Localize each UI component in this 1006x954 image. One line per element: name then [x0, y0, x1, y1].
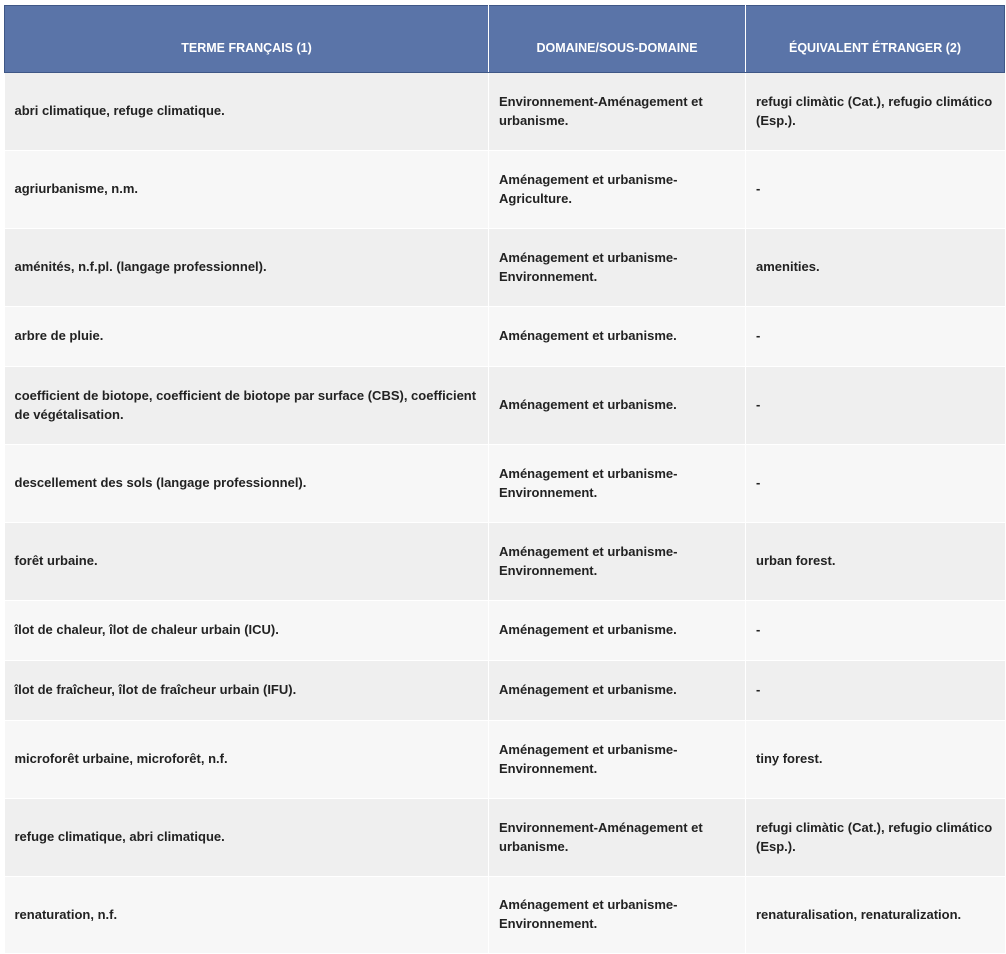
cell-term: îlot de fraîcheur, îlot de fraîcheur urbain (IFU). — [5, 661, 489, 721]
cell-term: agriurbanisme, n.m. — [5, 151, 489, 229]
cell-foreign: renaturalisation, renaturalization. — [746, 877, 1005, 954]
cell-foreign: - — [746, 307, 1005, 367]
terminology-table — [4, 5, 1005, 954]
cell-foreign: - — [746, 151, 1005, 229]
cell-term: abri climatique, refuge climatique. — [5, 73, 489, 151]
cell-foreign: - — [746, 367, 1005, 445]
cell-domain: Aménagement et urbanisme-Environnement. — [489, 721, 746, 799]
cell-foreign: refugi climàtic (Cat.), refugio climático (Esp.). — [746, 799, 1005, 877]
header-foreign-equivalent: ÉQUIVALENT ÉTRANGER (2) — [746, 6, 1005, 73]
cell-foreign: - — [746, 661, 1005, 721]
cell-domain: Aménagement et urbanisme. — [489, 367, 746, 445]
cell-domain: Environnement-Aménagement et urbanisme. — [489, 799, 746, 877]
cell-domain: Aménagement et urbanisme-Agriculture. — [489, 151, 746, 229]
cell-foreign: refugi climàtic (Cat.), refugio climático (Esp.). — [746, 73, 1005, 151]
cell-domain: Environnement-Aménagement et urbanisme. — [489, 73, 746, 151]
header-french-term: TERME FRANÇAIS (1) — [5, 6, 489, 73]
cell-domain: Aménagement et urbanisme-Environnement. — [489, 523, 746, 601]
cell-domain: Aménagement et urbanisme-Environnement. — [489, 229, 746, 307]
table-row — [5, 73, 1005, 151]
cell-term: forêt urbaine. — [5, 523, 489, 601]
cell-term: coefficient de biotope, coefficient de biotope par surface (CBS), coefficient de végétalisation. — [5, 367, 489, 445]
cell-foreign: amenities. — [746, 229, 1005, 307]
table-row — [5, 229, 1005, 307]
cell-term: arbre de pluie. — [5, 307, 489, 367]
cell-domain: Aménagement et urbanisme. — [489, 307, 746, 367]
cell-term: refuge climatique, abri climatique. — [5, 799, 489, 877]
table-row — [5, 445, 1005, 523]
cell-foreign: tiny forest. — [746, 721, 1005, 799]
terminology-table-container — [4, 5, 1004, 954]
table-row — [5, 523, 1005, 601]
cell-foreign: - — [746, 601, 1005, 661]
cell-foreign: urban forest. — [746, 523, 1005, 601]
cell-domain: Aménagement et urbanisme-Environnement. — [489, 877, 746, 954]
header-domain: DOMAINE/SOUS-DOMAINE — [489, 6, 746, 73]
table-row — [5, 721, 1005, 799]
table-row — [5, 151, 1005, 229]
cell-domain: Aménagement et urbanisme. — [489, 601, 746, 661]
table-row — [5, 601, 1005, 661]
cell-term: renaturation, n.f. — [5, 877, 489, 954]
table-row — [5, 661, 1005, 721]
cell-term: îlot de chaleur, îlot de chaleur urbain (ICU). — [5, 601, 489, 661]
table-row — [5, 307, 1005, 367]
table-row — [5, 367, 1005, 445]
cell-foreign: - — [746, 445, 1005, 523]
cell-domain: Aménagement et urbanisme-Environnement. — [489, 445, 746, 523]
table-row — [5, 799, 1005, 877]
cell-term: descellement des sols (langage professionnel). — [5, 445, 489, 523]
cell-term: microforêt urbaine, microforêt, n.f. — [5, 721, 489, 799]
table-header-row — [5, 6, 1005, 73]
cell-domain: Aménagement et urbanisme. — [489, 661, 746, 721]
cell-term: aménités, n.f.pl. (langage professionnel). — [5, 229, 489, 307]
